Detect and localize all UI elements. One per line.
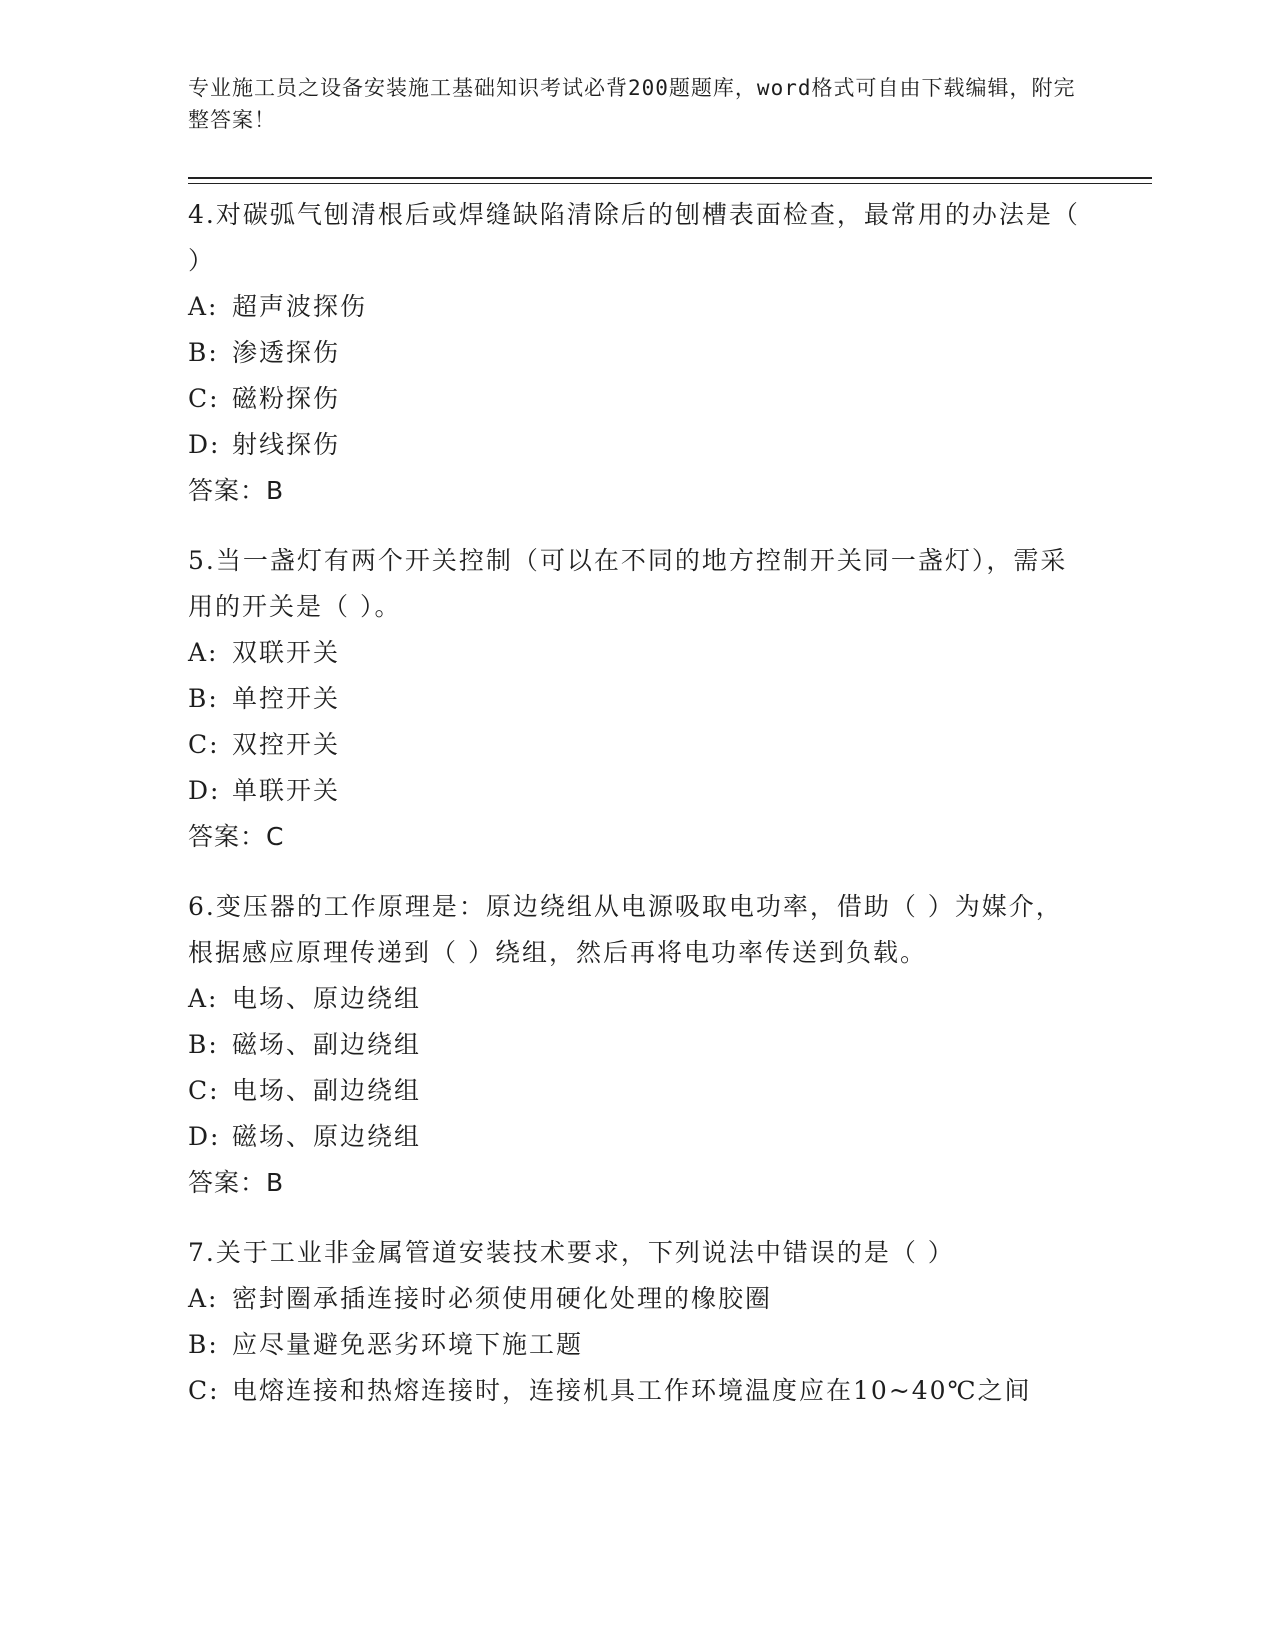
option-text: 密封圈承插连接时必须使用硬化处理的橡胶圈 <box>232 1284 773 1313</box>
option-text: 射线探伤 <box>232 430 341 459</box>
question-4 <box>188 192 1088 514</box>
option-b <box>188 676 1088 722</box>
option-text: 应尽量避免恶劣环境下施工题 <box>232 1330 584 1359</box>
option-key: B: <box>188 1030 219 1059</box>
option-text: 磁场、副边绕组 <box>232 1030 422 1059</box>
option-key: C: <box>188 1376 220 1405</box>
option-key: B: <box>188 684 219 713</box>
option-key: A: <box>188 638 219 667</box>
question-stem: 5.当一盏灯有两个开关控制（可以在不同的地方控制开关同一盏灯），需采用的开关是（ ）。 <box>188 546 1068 621</box>
option-c <box>188 376 1088 422</box>
option-c <box>188 722 1088 768</box>
option-c <box>188 1368 1088 1414</box>
question-5 <box>188 538 1088 860</box>
question-stem: 6.变压器的工作原理是：原边绕组从电源吸取电功率，借助（ ）为媒介，根据感应原理传递到（ ）绕组，然后再将电功率传送到负载。 <box>188 892 1063 967</box>
option-key: C: <box>188 384 220 413</box>
option-b <box>188 1022 1088 1068</box>
header-divider-thin <box>188 183 1152 184</box>
option-key: A: <box>188 984 219 1013</box>
option-text: 磁场、原边绕组 <box>232 1122 422 1151</box>
option-key: D: <box>188 776 221 805</box>
question-list <box>188 192 1088 1438</box>
option-text: 超声波探伤 <box>232 292 368 321</box>
option-text: 电熔连接和热熔连接时，连接机具工作环境温度应在10~40℃之间 <box>232 1376 1032 1405</box>
option-key: D: <box>188 1122 221 1151</box>
document-header: 专业施工员之设备安装施工基础知识考试必背200题题库，word格式可自由下载编辑，附完整答案！ <box>188 76 1076 132</box>
option-d <box>188 768 1088 814</box>
option-a <box>188 976 1088 1022</box>
option-key: B: <box>188 1330 219 1359</box>
option-text: 电场、副边绕组 <box>232 1076 422 1105</box>
option-text: 电场、原边绕组 <box>232 984 422 1013</box>
option-b <box>188 330 1088 376</box>
answer: 答案：B <box>188 1168 285 1197</box>
option-c <box>188 1068 1088 1114</box>
option-key: A: <box>188 292 219 321</box>
option-text: 双控开关 <box>232 730 341 759</box>
question-7 <box>188 1230 1088 1414</box>
option-key: C: <box>188 730 220 759</box>
option-key: A: <box>188 1284 219 1313</box>
option-key: B: <box>188 338 219 367</box>
question-stem: 7.关于工业非金属管道安装技术要求，下列说法中错误的是（ ） <box>188 1238 955 1267</box>
answer: 答案：C <box>188 822 285 851</box>
option-a <box>188 284 1088 330</box>
option-text: 双联开关 <box>232 638 341 667</box>
option-text: 磁粉探伤 <box>232 384 341 413</box>
option-d <box>188 422 1088 468</box>
option-a <box>188 630 1088 676</box>
question-6 <box>188 884 1088 1206</box>
option-key: D: <box>188 430 221 459</box>
header-divider-thick <box>188 177 1152 179</box>
option-text: 渗透探伤 <box>232 338 341 367</box>
option-key: C: <box>188 1076 220 1105</box>
option-d <box>188 1114 1088 1160</box>
option-b <box>188 1322 1088 1368</box>
option-a <box>188 1276 1088 1322</box>
option-text: 单控开关 <box>232 684 341 713</box>
answer: 答案：B <box>188 476 285 505</box>
option-text: 单联开关 <box>232 776 341 805</box>
question-stem: 4.对碳弧气刨清根后或焊缝缺陷清除后的刨槽表面检查，最常用的办法是（ ） <box>188 200 1080 275</box>
